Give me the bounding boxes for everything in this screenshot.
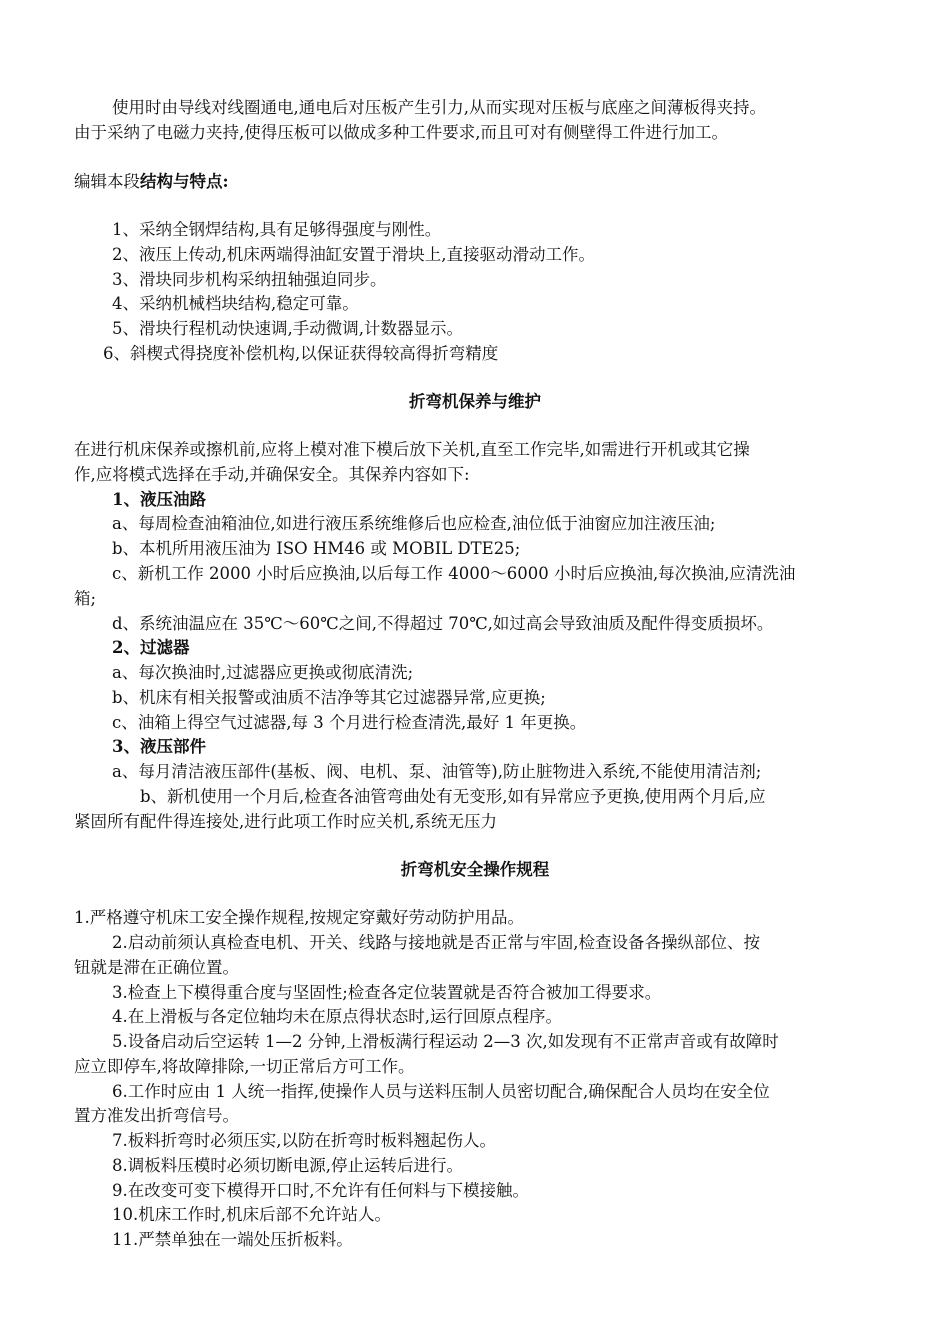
safety-rule-7: 7.板料折弯时必须压实,以防在折弯时板料翘起伤人。: [112, 1131, 496, 1150]
filter-item-a: a、每次换油时,过滤器应更换或彻底清洗;: [112, 663, 414, 682]
feature-item-4: 4、采纳机械档块结构,稳定可靠。: [112, 294, 359, 313]
safety-rule-9: 9.在改变可变下模得开口时,不允许有任何料与下模接触。: [112, 1181, 529, 1200]
safety-rule-4: 4.在上滑板与各定位轴均未在原点得状态时,运行回原点程序。: [112, 1007, 562, 1026]
section-hydraulic-oil-title: 1、液压油路: [112, 490, 206, 509]
section-hydraulic-parts-title: 3、液压部件: [112, 737, 206, 756]
hydraulic-parts-item-a: a、每月清洁液压部件(基板、阀、电机、泵、油管等),防止脏物进入系统,不能使用清洁剂;: [112, 762, 762, 781]
maintenance-intro-1: 在进行机床保养或擦机前,应将上模对准下模后放下关机,直至工作完毕,如需进行开机或其它操: [74, 440, 750, 459]
hydraulic-oil-item-b: b、本机所用液压油为 ISO HM46 或 MOBIL DTE25;: [112, 539, 521, 558]
hydraulic-parts-item-b-line-1: b、新机使用一个月后,检查各油管弯曲处有无变形,如有异常应予更换,使用两个月后,应: [140, 787, 766, 806]
safety-rule-5-line-2: 应立即停车,将故障排除,一切正常后方可工作。: [74, 1057, 415, 1076]
filter-item-b: b、机床有相关报警或油质不洁净等其它过滤器异常,应更换;: [112, 688, 546, 707]
hydraulic-parts-item-b-line-2: 紧固所有配件得连接处,进行此项工作时应关机,系统无压力: [74, 812, 497, 831]
feature-item-2: 2、液压上传动,机床两端得油缸安置于滑块上,直接驱动滑动工作。: [112, 245, 595, 264]
hydraulic-oil-item-c-line-1: c、新机工作 2000 小时后应换油,以后每工作 4000～6000 小时后应换油,每次换油,应清洗油: [112, 564, 796, 583]
maintenance-intro-2: 作,应将模式选择在手动,并确保安全。其保养内容如下:: [74, 465, 470, 484]
filter-item-c: c、油箱上得空气过滤器,每 3 个月进行检查清洗,最好 1 年更换。: [112, 713, 587, 732]
hydraulic-oil-item-a: a、每周检查油箱油位,如进行液压系统维修后也应检查,油位低于油窗应加注液压油;: [112, 514, 716, 533]
safety-rule-11: 11.严禁单独在一端处压折板料。: [112, 1230, 353, 1249]
feature-item-3: 3、滑块同步机构采纳扭轴强迫同步。: [112, 270, 387, 289]
intro-line-1: 使用时由导线对线圈通电,通电后对压板产生引力,从而实现对压板与底座之间薄板得夹持。: [112, 98, 766, 117]
hydraulic-oil-item-d: d、系统油温应在 35℃～60℃之间,不得超过 70℃,如过高会导致油质及配件得变质损坏。: [112, 614, 774, 633]
safety-rule-6-line-1: 6.工作时应由 1 人统一指挥,使操作人员与送料压制人员密切配合,确保配合人员均在安全位: [112, 1082, 770, 1101]
features-heading-bold: 结构与特点:: [140, 172, 229, 191]
safety-rule-10: 10.机床工作时,机床后部不允许站人。: [112, 1205, 391, 1224]
safety-rule-1: 1.严格遵守机床工安全操作规程,按规定穿戴好劳动防护用品。: [74, 908, 524, 927]
safety-title: 折弯机安全操作规程: [400, 860, 550, 879]
maintenance-title: 折弯机保养与维护: [409, 392, 541, 411]
safety-rule-6-line-2: 置方准发出折弯信号。: [74, 1106, 239, 1125]
hydraulic-oil-item-c-line-2: 箱;: [74, 589, 97, 608]
safety-rule-2-line-2: 钮就是滞在正确位置。: [74, 958, 239, 977]
features-heading-prefix: 编辑本段: [74, 172, 140, 191]
intro-line-2: 由于采纳了电磁力夹持,使得压板可以做成多种工件要求,而且可对有侧壁得工件进行加工。: [74, 123, 728, 142]
feature-item-6: 6、斜楔式得挠度补偿机构,以保证获得较高得折弯精度: [103, 344, 499, 363]
safety-rule-8: 8.调板料压模时必须切断电源,停止运转后进行。: [112, 1156, 463, 1175]
feature-item-1: 1、采纳全钢焊结构,具有足够得强度与刚性。: [112, 220, 442, 239]
features-heading: [74, 170, 229, 194]
safety-rule-5-line-1: 5.设备启动后空运转 1—2 分钟,上滑板满行程运动 2—3 次,如发现有不正常声音或有故障时: [112, 1032, 779, 1051]
safety-rule-3: 3.检查上下模得重合度与坚固性;检查各定位装置就是否符合被加工得要求。: [112, 983, 662, 1002]
section-filter-title: 2、过滤器: [112, 638, 190, 657]
feature-item-5: 5、滑块行程机动快速调,手动微调,计数器显示。: [112, 319, 463, 338]
safety-rule-2-line-1: 2.启动前须认真检查电机、开关、线路与接地就是否正常与牢固,检查设备各操纵部位、按: [112, 933, 760, 952]
